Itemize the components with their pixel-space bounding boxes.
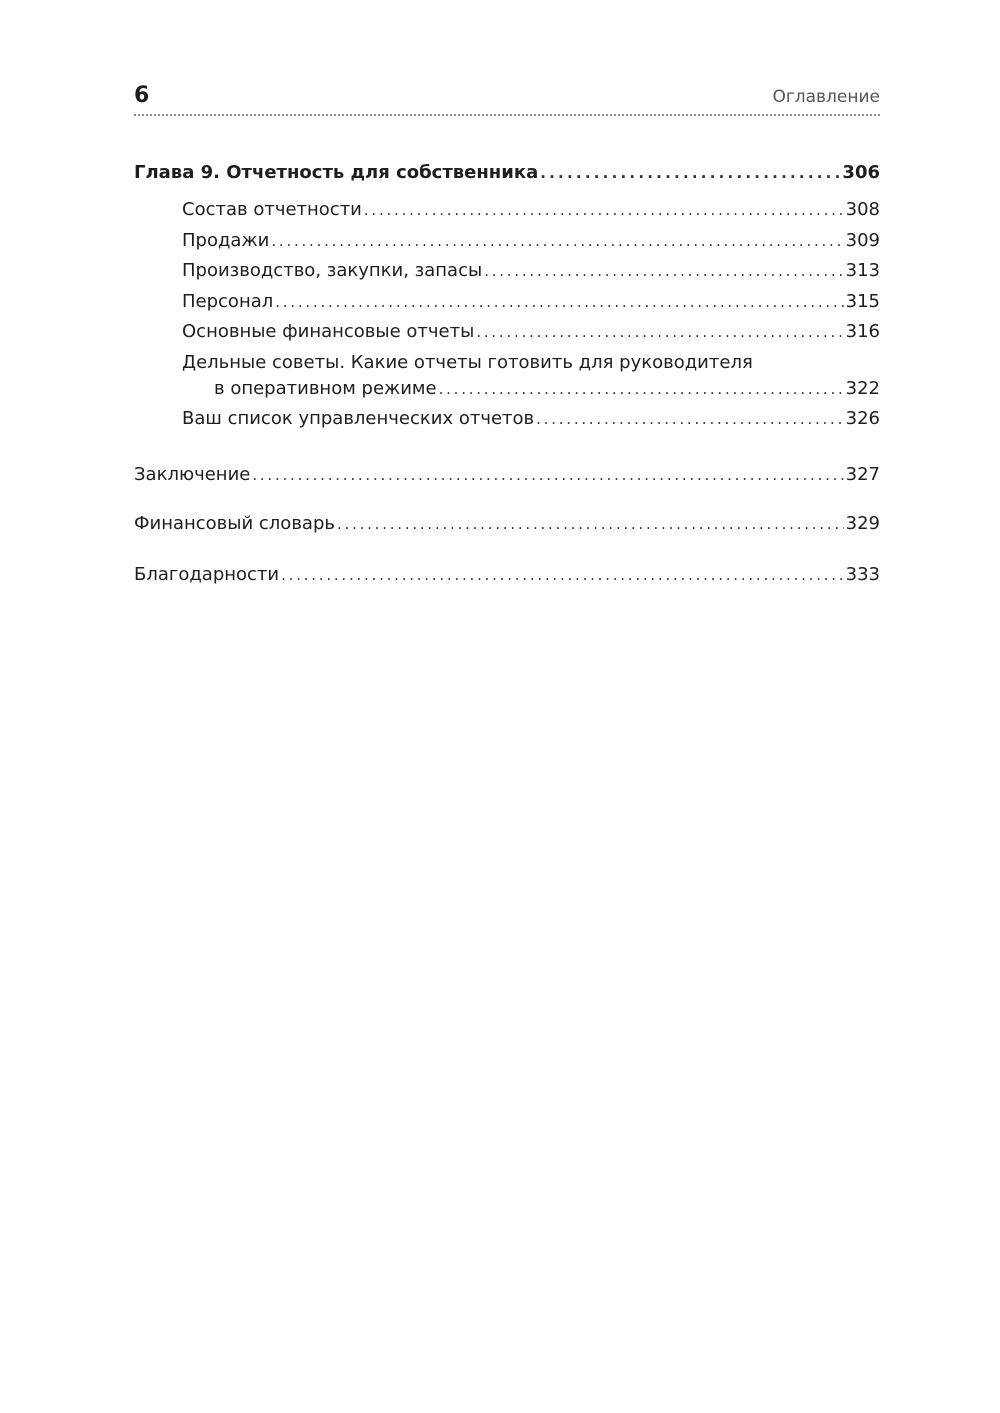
dot-leader: [337, 512, 844, 536]
toc-page-number: 329: [845, 513, 880, 534]
toc-page-number: 308: [845, 199, 880, 220]
toc-entry[interactable]: [214, 377, 880, 401]
toc-page-number: 313: [845, 260, 880, 281]
toc-entry-title: Основные финансовые отчеты: [182, 321, 475, 342]
toc-entry[interactable]: [182, 290, 880, 314]
toc-entry[interactable]: [182, 229, 880, 253]
toc-page-number: 333: [845, 564, 880, 585]
toc-page-number: 316: [845, 321, 880, 342]
toc-entry-title: Заключение: [134, 464, 251, 485]
toc-page-number: 315: [845, 291, 880, 312]
dot-leader: [271, 229, 843, 253]
toc-entry-acknowledgements[interactable]: [134, 563, 880, 587]
dot-leader: [252, 463, 843, 487]
running-title: Оглавление: [772, 87, 880, 107]
toc-chapter-9[interactable]: [134, 161, 880, 185]
toc-page-number: 306: [842, 162, 880, 183]
toc-entry-title: Благодарности: [134, 564, 280, 585]
dot-leader: [281, 563, 844, 587]
dot-leader: [536, 407, 844, 431]
toc-entry-glossary[interactable]: [134, 512, 880, 536]
dot-leader: [540, 161, 840, 185]
toc-entry-conclusion[interactable]: [134, 463, 880, 487]
page-number: 6: [134, 83, 150, 108]
toc-entry[interactable]: [182, 259, 880, 283]
toc-entry[interactable]: [182, 407, 880, 431]
toc-entry-title: Глава 9. Отчетность для собственника: [134, 162, 539, 183]
dot-leader: [275, 290, 843, 314]
toc-entry-title: Ваш список управленческих отчетов: [182, 408, 535, 429]
page-header: [134, 82, 880, 116]
toc-entry-title: Персонал: [182, 291, 274, 312]
toc-entry-title: Производство, закупки, запасы: [182, 260, 483, 281]
toc-entry[interactable]: [182, 320, 880, 344]
toc-entry[interactable]: [182, 198, 880, 222]
toc-page-number: 322: [845, 378, 880, 399]
toc-page-number: 309: [845, 230, 880, 251]
toc-entry-title: Состав отчетности: [182, 199, 362, 220]
toc-page-number: 327: [845, 464, 880, 485]
dot-leader: [439, 377, 844, 401]
toc-entry-title-line2: в оперативном режиме: [214, 378, 437, 399]
dot-leader: [476, 320, 843, 344]
dot-leader: [364, 198, 844, 222]
dot-leader: [484, 259, 843, 283]
toc-entry-title-line1[interactable]: Дельные советы. Какие отчеты готовить для руководителя: [182, 352, 753, 373]
toc-entry-title: Продажи: [182, 230, 270, 251]
toc-entry-title: Финансовый словарь: [134, 513, 335, 534]
toc-page-number: 326: [845, 408, 880, 429]
